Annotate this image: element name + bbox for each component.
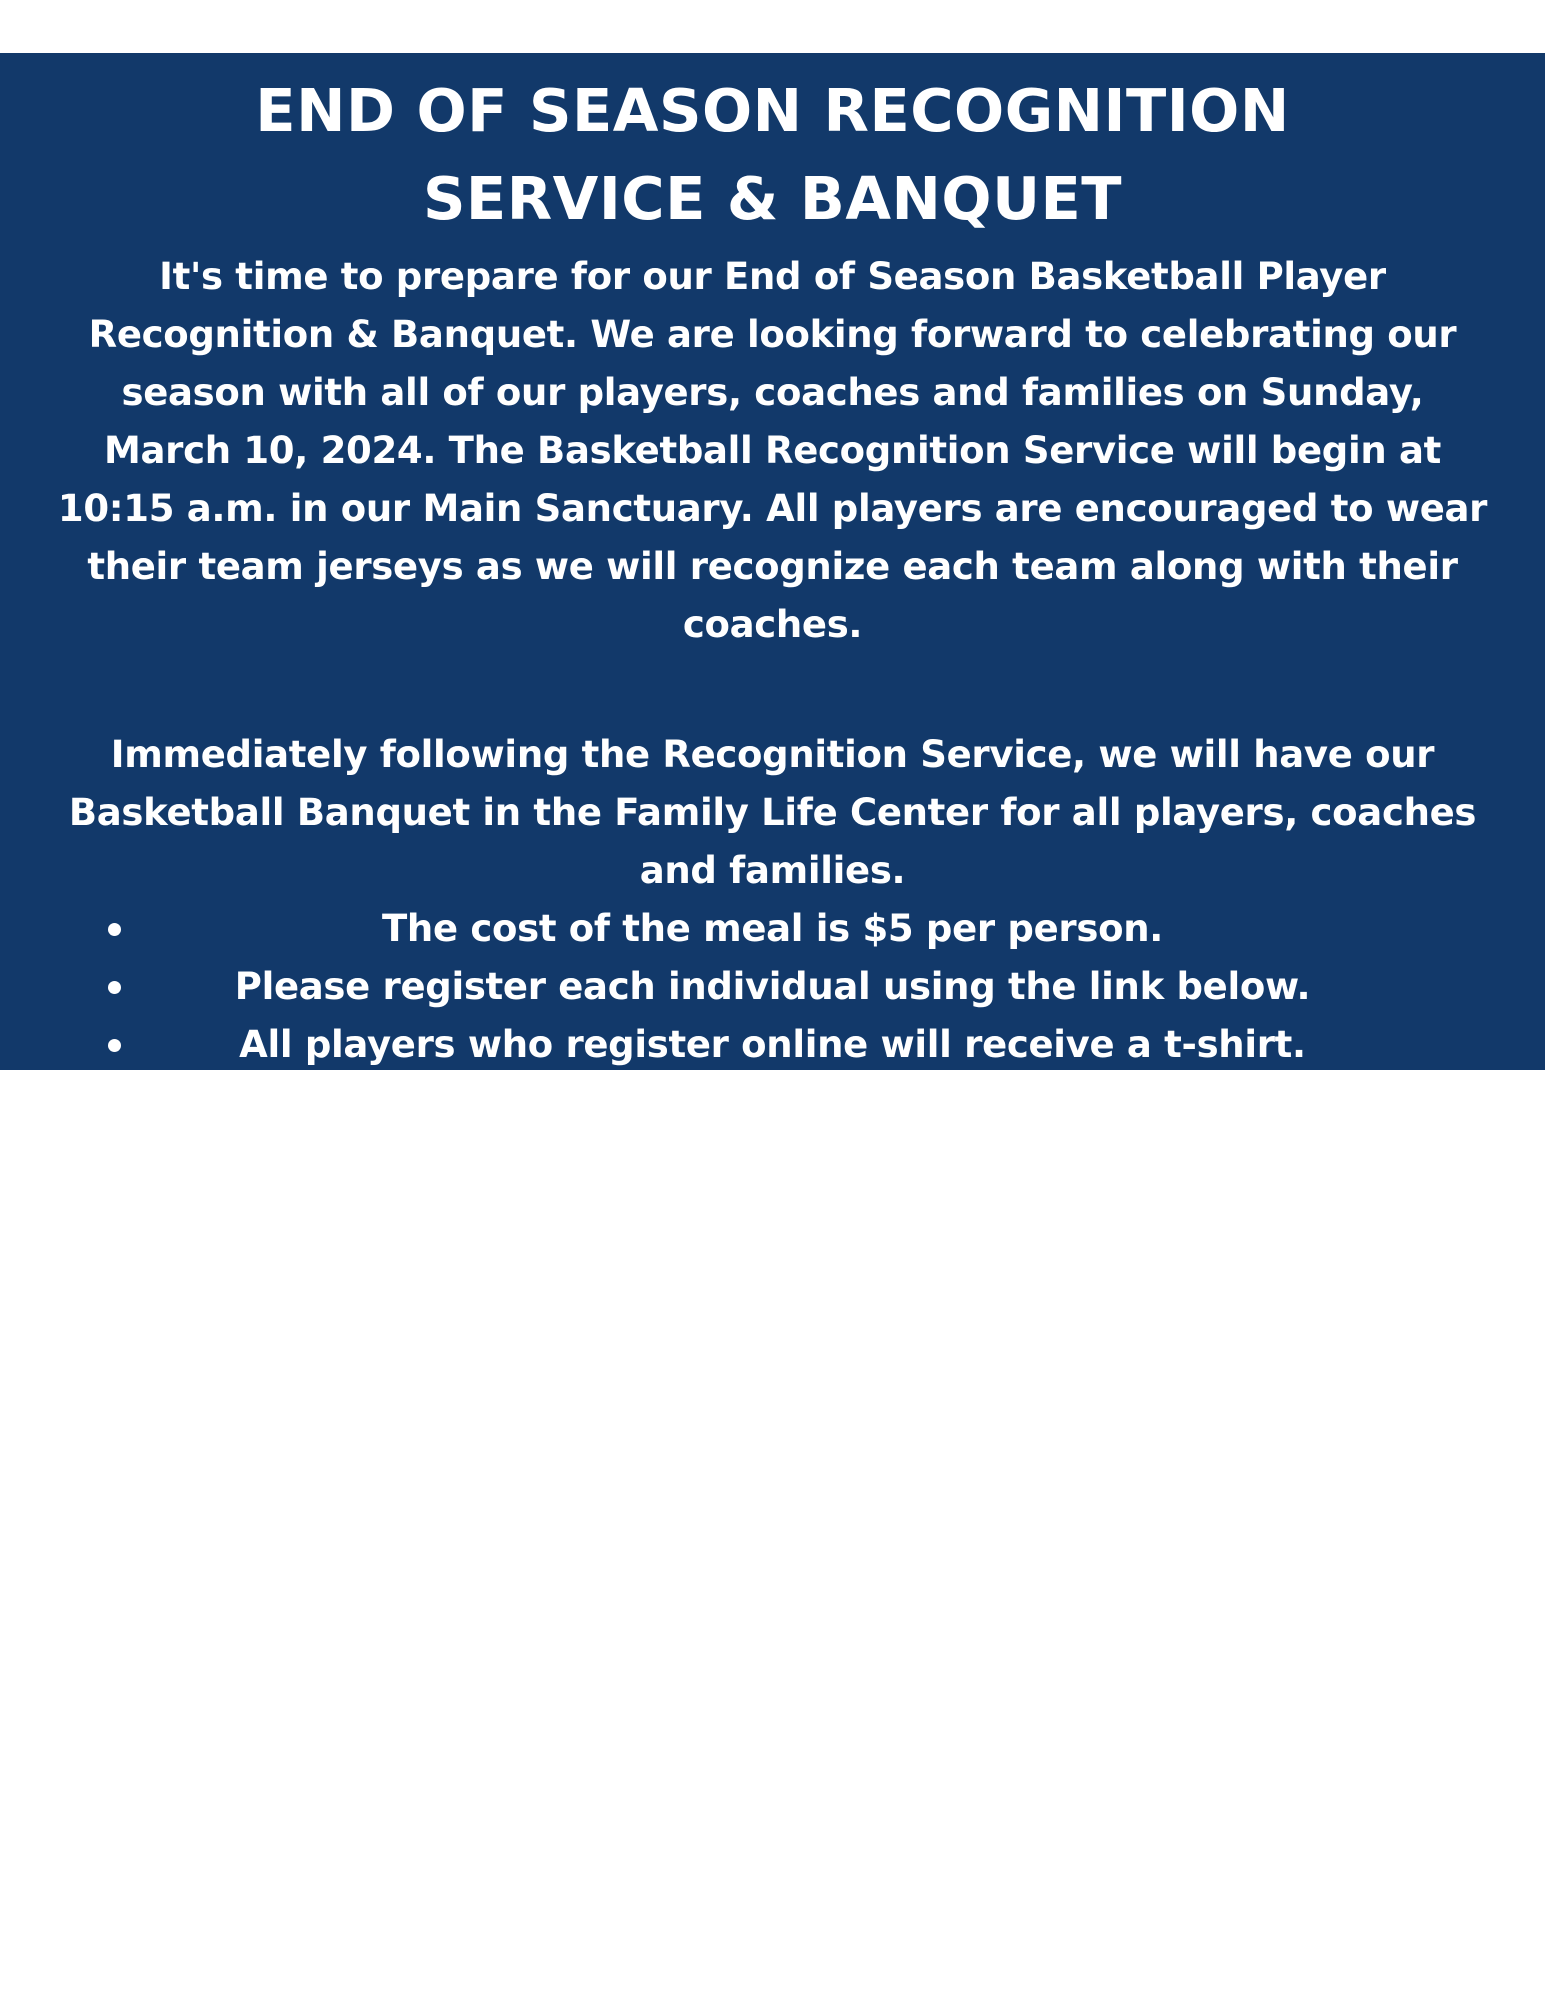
list-item-text: All players who register online will receive a t-shirt. (239, 1023, 1306, 1066)
list-item-text: Please register each individual using the link below. (234, 965, 1311, 1008)
announcement-banner (0, 53, 1545, 1070)
bullet-list (56, 900, 1489, 1074)
bullet-dot-icon (108, 1039, 121, 1052)
title-line-2: SERVICE & BANQUET (422, 164, 1123, 233)
list-item-text: The cost of the meal is $5 per person. (381, 907, 1163, 950)
list-item (56, 1016, 1489, 1074)
title-line-1: END OF SEASON RECOGNITION (255, 76, 1290, 145)
intro-paragraph: It's time to prepare for our End of Season Basketball Player Recognition & Banquet. We are looking forward to celebrating our season with all of our players, coaches and families on Sunday, March 10, 2024. The Basketball Recognition Service will begin at 10:15 a.m. in our Main Sanctuary. All players are encouraged to wear their team jerseys as we will recognize each team along with their coaches. (57, 255, 1488, 646)
page-title (56, 53, 1489, 243)
list-item (56, 958, 1489, 1016)
bullet-dot-icon (108, 981, 121, 994)
list-item (56, 900, 1489, 958)
banquet-paragraph: Immediately following the Recognition Service, we will have our Basketball Banquet in the Family Life Center for all players, coaches and families. (68, 733, 1477, 892)
bullet-dot-icon (108, 923, 121, 936)
